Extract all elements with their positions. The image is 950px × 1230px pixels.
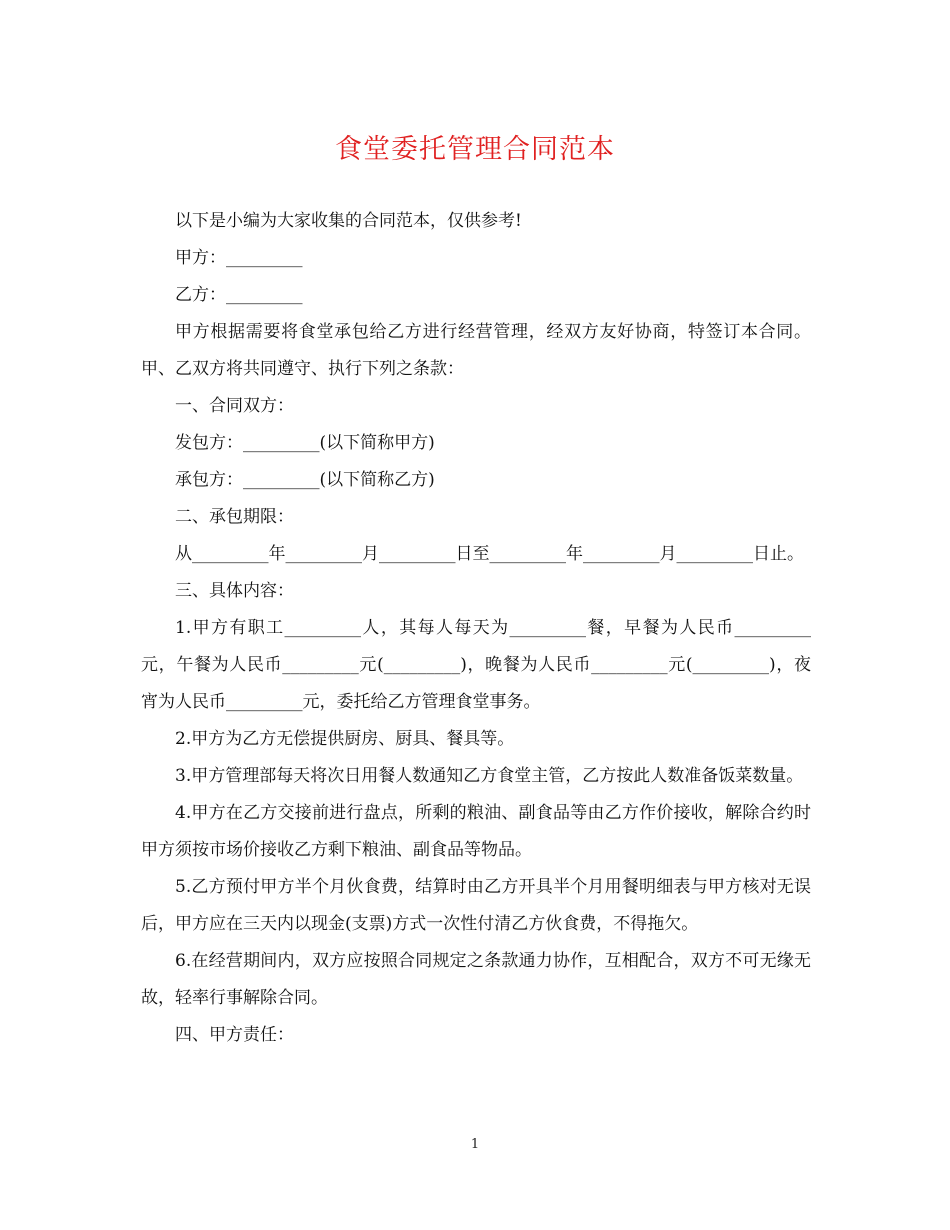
- clause-5: 5.乙方预付甲方半个月伙食费，结算时由乙方开具半个月用餐明细表与甲方核对无误后，甲方应在三天内以现金(支票)方式一次性付清乙方伙食费，不得拖欠。: [141, 877, 811, 934]
- document-body: [141, 203, 811, 1054]
- party-a-line: 甲方：_________: [175, 248, 303, 268]
- section-heading-party-a-duties: 四、甲方责任：: [175, 1025, 294, 1045]
- section-heading-content: 三、具体内容：: [175, 581, 294, 601]
- intro-paragraph: 以下是小编为大家收集的合同范本，仅供参考!: [175, 211, 522, 231]
- preamble-paragraph: 甲方根据需要将食堂承包给乙方进行经营管理，经双方友好协商，特签订本合同。甲、乙双方将共同遵守、执行下列之条款：: [141, 322, 811, 379]
- document-title: 食堂委托管理合同范本: [335, 134, 615, 165]
- contracting-party-line: 发包方：_________(以下简称甲方): [175, 433, 435, 453]
- contractor-party-line: 承包方：_________(以下简称乙方): [175, 470, 435, 490]
- page-number: 1: [470, 1137, 480, 1152]
- term-paragraph: 从_________年_________月_________日至_________年_________月_________日止。: [175, 544, 804, 564]
- section-heading-parties: 一、合同双方：: [175, 396, 294, 416]
- party-b-line: 乙方：_________: [175, 285, 303, 305]
- clause-6: 6.在经营期间内，双方应按照合同规定之条款通力协作，互相配合，双方不可无缘无故，轻率行事解除合同。: [141, 951, 811, 1008]
- clause-4: 4.甲方在乙方交接前进行盘点，所剩的粮油、副食品等由乙方作价接收，解除合约时甲方须按市场价接收乙方剩下粮油、副食品等物品。: [141, 803, 811, 860]
- clause-2: 2.甲方为乙方无偿提供厨房、厨具、餐具等。: [175, 729, 515, 749]
- clause-3: 3.甲方管理部每天将次日用餐人数通知乙方食堂主管，乙方按此人数准备饭菜数量。: [175, 766, 804, 786]
- clause-1: 1.甲方有职工_________人，其每人每天为_________餐，早餐为人民币_________元，午餐为人民币_________元(_________)，晚餐为人民币_________元(_________)，夜宵为人民币_________元，委托给乙方管理食堂事务。: [141, 618, 811, 712]
- section-heading-term: 二、承包期限：: [175, 507, 294, 527]
